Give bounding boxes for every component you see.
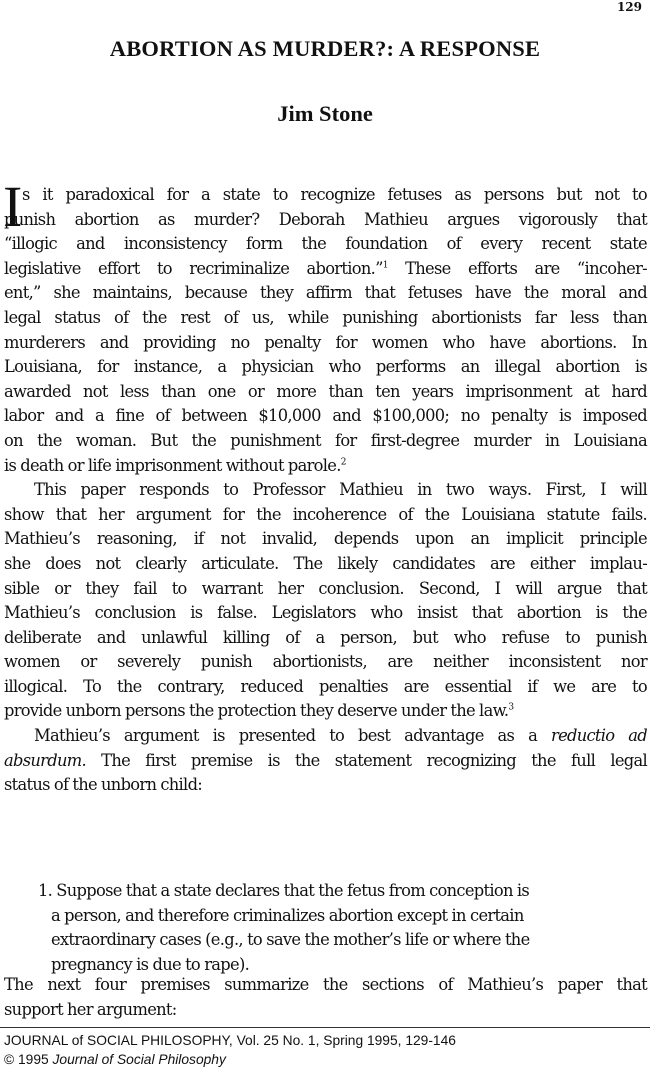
body-line: awarded not less than one or more than ten years imprisonment at hard (4, 381, 647, 401)
body-line: support her argument: (4, 999, 177, 1019)
body-line (4, 749, 647, 774)
body-text: Mathieu’s argument is presented to best advantage as a (34, 726, 551, 746)
premise-block (38, 879, 612, 977)
body-text: provide unborn persons the protection they deserve under the law. (4, 701, 509, 721)
premise-line: a person, and therefore criminalizes abortion except in certain (51, 905, 524, 925)
body-line: on the woman. But the punishment for first-degree murder in Louisiana (4, 430, 647, 450)
premise-line: extraordinary cases (e.g., to save the mother’s life or where the (51, 930, 530, 950)
body-line: show that her argument for the incoherence of the Louisiana statute fails. (4, 504, 647, 524)
copyright-prefix: © 1995 (4, 1052, 53, 1067)
footnote-marker: 3 (508, 703, 514, 714)
body-line: labor and a fine of between $10,000 and $100,000; no penalty is imposed (4, 406, 647, 426)
body-line: Louisiana, for instance, a physician who performs an illegal abortion is (4, 357, 647, 377)
body-text: is death or life imprisonment without parole. (4, 455, 341, 475)
footnote-marker: 1 (382, 260, 388, 271)
body-line: Mathieu’s conclusion is false. Legislators who insist that abortion is the (4, 603, 647, 623)
body-line: deliberate and unlawful killing of a person, but who refuse to punish (4, 627, 647, 647)
body-line (4, 724, 647, 749)
body-line: Mathieu’s reasoning, if not invalid, depends upon an implicit principle (4, 529, 647, 549)
body-line: legal status of the rest of us, while punishing abortionists far less than (4, 307, 647, 327)
body-line: sible or they fail to warrant her conclusion. Second, I will argue that (4, 578, 647, 598)
body-line: women or severely punish abortionists, are neither inconsistent nor (4, 652, 647, 672)
closing-paragraph (4, 973, 647, 1022)
body-line (4, 454, 647, 479)
journal-citation: JOURNAL of SOCIAL PHILOSOPHY, Vol. 25 No. 1, Spring 1995, 129-146 (4, 1033, 456, 1048)
italic-term: reductio ad (550, 726, 648, 746)
body-text: These efforts are “incoher- (387, 258, 647, 278)
body-line: status of the unborn child: (4, 775, 203, 795)
body-line: This paper responds to Professor Mathieu in two ways. First, I will (34, 480, 647, 500)
body-line: she does not clearly articulate. The likely candidates are either implau- (4, 553, 647, 573)
body-line: illogical. To the contrary, reduced penalties are essential if we are to (4, 676, 647, 696)
article-body (4, 183, 647, 798)
drop-cap: I (3, 174, 23, 239)
premise-line: 1. Suppose that a state declares that the fetus from conception is (38, 881, 530, 900)
journal-name: Journal of Social Philosophy (52, 1052, 226, 1067)
body-line: The next four premises summarize the sections of Mathieu’s paper that (4, 975, 647, 994)
premise-line: pregnancy is due to rape). (51, 954, 250, 974)
body-text: . The first premise is the statement recognizing the full legal (81, 750, 647, 770)
body-line: s it paradoxical for a state to recognize fetuses as persons but not to (22, 185, 647, 204)
body-text: legislative effort to recriminalize abortion.” (4, 258, 383, 278)
body-line (4, 257, 647, 282)
body-line (4, 699, 647, 724)
body-line: “illogic and inconsistency form the foundation of every recent state (4, 234, 647, 254)
journal-footer (4, 1031, 456, 1069)
body-line: punish abortion as murder? Deborah Mathieu argues vigorously that (4, 209, 647, 229)
body-line: murderers and providing no penalty for women who have abortions. In (4, 332, 647, 352)
copyright-line (4, 1050, 456, 1069)
author-name: Jim Stone (277, 101, 373, 126)
body-line: ent,” she maintains, because they affirm that fetuses have the moral and (4, 283, 647, 303)
article-title: ABORTION AS MURDER?: A RESPONSE (109, 36, 541, 61)
italic-term: absurdum (4, 750, 82, 770)
page-number: 129 (616, 0, 642, 14)
footer-divider (0, 1027, 650, 1028)
footnote-marker: 2 (340, 457, 346, 468)
